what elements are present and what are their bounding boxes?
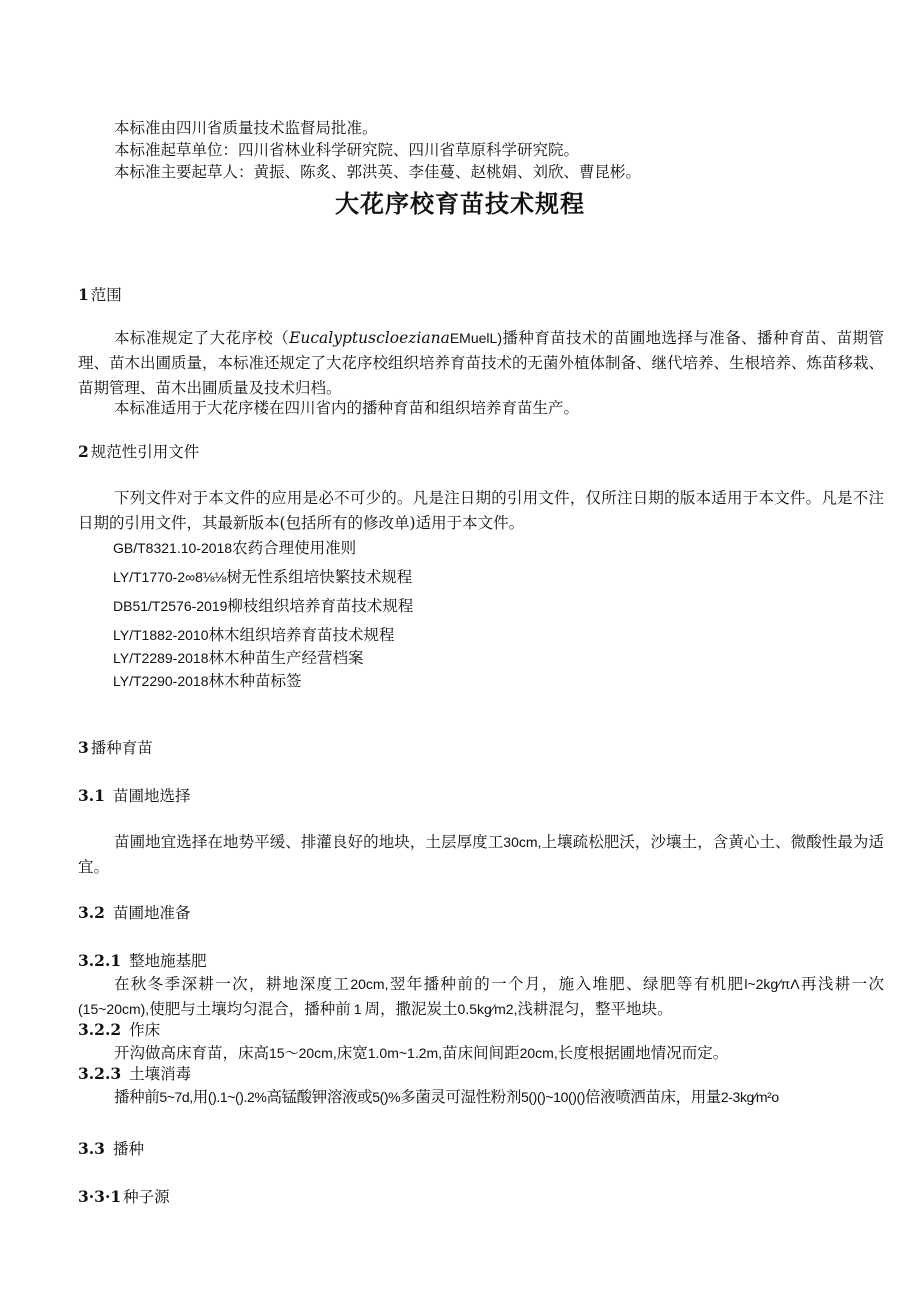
section-3-heading xyxy=(78,737,153,759)
section-number: 3.2.2 xyxy=(78,1020,122,1039)
section-3-1-paragraph xyxy=(78,830,884,880)
section-title: 播种育苗 xyxy=(90,739,153,757)
section-title: 苗圃地选择 xyxy=(112,787,191,805)
reference-item xyxy=(113,670,302,692)
measure: 15～20cm, xyxy=(269,1045,337,1061)
measure: 30cm, xyxy=(503,834,542,850)
text-run: 翌年播种前的一个月，施入堆肥、绿肥等有机肥 xyxy=(388,975,745,993)
text-run: 多菌灵可湿性粉剂 xyxy=(400,1088,521,1106)
document-title: 大花序校育苗技术规程 xyxy=(335,190,585,218)
reference-item xyxy=(113,537,356,559)
text-run: 上壤疏松肥沃，沙壤土，含黄心土、微酸性最为适宜。 xyxy=(78,833,884,876)
section-3-1-heading xyxy=(78,785,190,807)
text-run: 苗圃地宜选择在地势平缓、排灌良好的地块，土层厚度工 xyxy=(114,833,504,851)
section-3-2-2-paragraph xyxy=(114,1041,728,1065)
measure: 20cm, xyxy=(519,1045,558,1061)
section-number: 2 xyxy=(78,442,89,461)
text-run: 在秋冬季深耕一次，耕地深度工 xyxy=(114,975,351,993)
preface-drafters: 本标准主要起草人：黄振、陈炙、郭洪英、李佳蔓、赵桃娟、刘欣、曹昆彬。 xyxy=(114,163,642,181)
measure: 5()% xyxy=(372,1089,401,1105)
section-title: 范围 xyxy=(90,286,122,304)
text-run: 开沟做高床育苗，床高 xyxy=(114,1044,270,1062)
text-run: 用 xyxy=(192,1088,208,1106)
measure: 2-3kg∕m²o xyxy=(720,1089,779,1105)
measure: (15~20cm), xyxy=(78,1001,150,1017)
text-run: 使肥与土壤均匀混合，播种前 xyxy=(149,1000,351,1018)
text-run: 再浅耕一次 xyxy=(799,975,884,993)
section-number: 1 xyxy=(78,285,89,304)
reference-code: DB51/T2576-2019 xyxy=(113,598,228,614)
section-1-paragraph-2: 本标准适用于大花序楼在四川省内的播种育苗和组织培养育苗生产。 xyxy=(114,399,580,417)
measure: l~2kg∕πΛ xyxy=(744,976,800,992)
text-run: 倍液喷洒苗床，用量 xyxy=(585,1088,721,1106)
section-2-heading xyxy=(78,441,199,463)
reference-name: 柳枝组织培养育苗技术规程 xyxy=(227,597,414,615)
section-3-2-heading xyxy=(78,902,190,924)
reference-item xyxy=(113,595,413,617)
text-run: 播种育苗技术的苗圃地选择与准备、播种育苗、苗期管理、苗木出圃质量，本标准还规定了大花序校组织培养育苗技术的无菌外植体制备、继代培养、生根培养、炼苗移栽、苗期管理、苗木出圃质量及技术归档。 xyxy=(78,329,885,397)
section-title: 播种 xyxy=(112,1140,144,1158)
text-run: 高锰酸钾溶液或 xyxy=(266,1088,373,1106)
text-run: 床宽 xyxy=(336,1044,368,1062)
measure: 5()()~10()() xyxy=(520,1089,585,1105)
section-title: 种子源 xyxy=(123,1188,170,1206)
measure: 5~7d, xyxy=(159,1089,193,1105)
section-title: 规范性引用文件 xyxy=(90,443,200,461)
section-number: 3.2.1 xyxy=(78,951,122,970)
reference-code: LY/T2290-2018 xyxy=(113,673,209,689)
section-3-2-2-heading xyxy=(78,1019,160,1041)
reference-name: 林木种苗生产经营档案 xyxy=(208,649,364,667)
text-run: 苗床间间距 xyxy=(442,1044,520,1062)
measure: 1.0m~1.2m, xyxy=(367,1045,443,1061)
measure: 1 xyxy=(353,1001,362,1017)
reference-name: 树无性系组培快繁技术规程 xyxy=(226,568,413,586)
section-3-2-3-paragraph xyxy=(114,1085,779,1109)
reference-item xyxy=(113,624,395,646)
reference-item xyxy=(113,566,412,588)
reference-code: GB/T8321.10-2018 xyxy=(113,540,233,556)
section-title: 苗圃地准备 xyxy=(112,904,191,922)
measure: 20cm, xyxy=(350,976,389,992)
reference-item xyxy=(113,647,364,669)
section-3-3-1-heading xyxy=(78,1186,170,1208)
species-name: Eucalyptuscloeziana xyxy=(289,329,450,347)
reference-name: 林木组织培养育苗技术规程 xyxy=(208,626,395,644)
section-title: 作床 xyxy=(129,1021,161,1039)
section-number: 3.2 xyxy=(78,903,105,922)
reference-code: LY/T1882-2010 xyxy=(113,627,209,643)
section-3-3-heading xyxy=(78,1138,144,1160)
section-number: 3.2.3 xyxy=(78,1064,122,1083)
section-number: 3.1 xyxy=(78,786,105,805)
text-run: 周，撒泥炭土 xyxy=(364,1000,458,1018)
species-author: EMuelL) xyxy=(449,330,502,346)
section-1-heading xyxy=(78,284,122,306)
preface-approved: 本标准由四川省质量技术监督局批准。 xyxy=(114,119,378,137)
section-3-2-1-paragraph xyxy=(78,972,884,1022)
preface-drafting-units: 本标准起草单位：四川省林业科学研究院、四川省草原科学研究院。 xyxy=(114,141,580,159)
section-number: 3·3·1 xyxy=(78,1187,122,1206)
measure: ().1~().2% xyxy=(207,1089,267,1105)
text-run: 本标准规定了大花序校（ xyxy=(114,329,290,347)
section-number: 3 xyxy=(78,738,89,757)
section-title: 整地施基肥 xyxy=(129,952,207,970)
section-2-paragraph-1: 下列文件对于本文件的应用是必不可少的。凡是注日期的引用文件，仅所注日期的版本适用于本文件。凡是不注日期的引用文件，其最新版本(包括所有的修改单)适用于本文件。 xyxy=(78,489,884,532)
reference-code: LY/T1770-2∞8⅛⅛ xyxy=(113,569,227,585)
reference-name: 农药合理使用准则 xyxy=(232,539,357,557)
text-run: 长度根据圃地情况而定。 xyxy=(557,1044,729,1062)
text-run: 播种前 xyxy=(114,1088,160,1106)
section-number: 3.3 xyxy=(78,1139,105,1158)
section-3-2-1-heading xyxy=(78,950,207,972)
text-run: 浅耕混匀，整平地块。 xyxy=(517,1000,673,1018)
section-title: 土壤消毒 xyxy=(129,1065,192,1083)
reference-name: 林木种苗标签 xyxy=(208,672,302,690)
section-3-2-3-heading xyxy=(78,1063,191,1085)
reference-code: LY/T2289-2018 xyxy=(113,650,209,666)
section-1-paragraph-1 xyxy=(78,326,884,401)
measure: 0.5kg∕m2, xyxy=(457,1001,518,1017)
